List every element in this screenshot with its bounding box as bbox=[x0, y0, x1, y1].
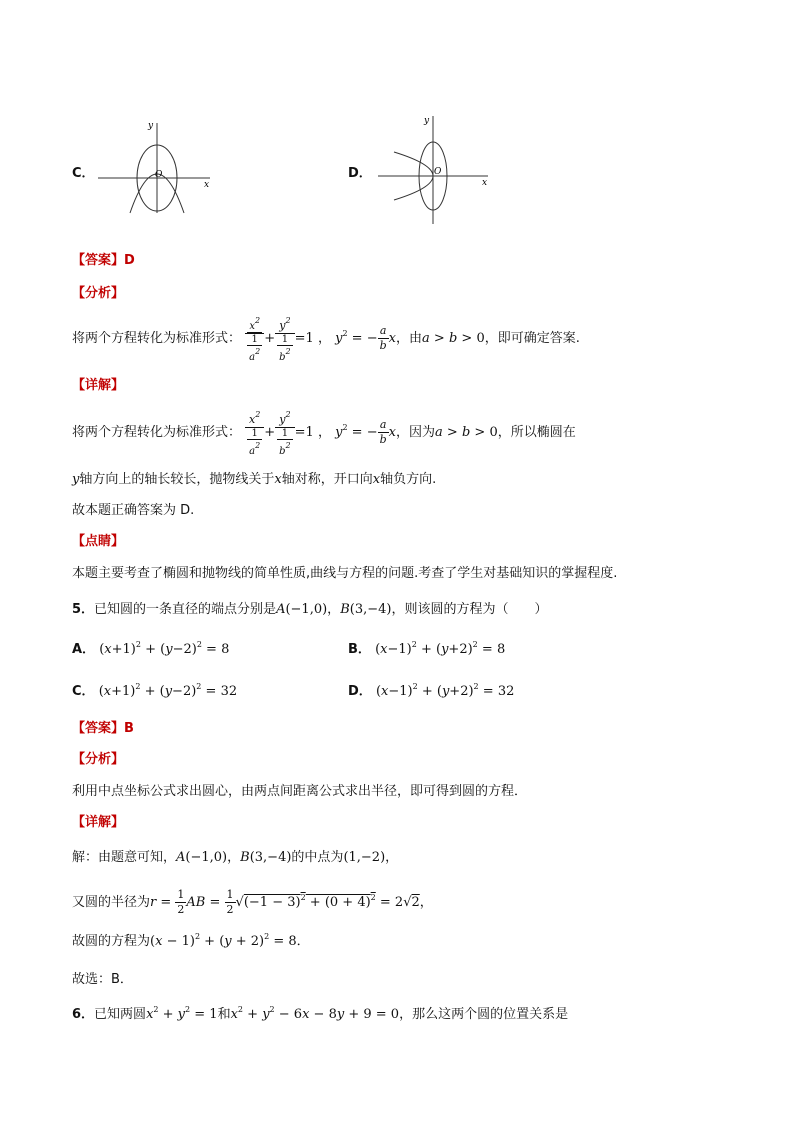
q4-detail-text-2: y轴方向上的轴长较长，抛物线关于x轴对称，开口向x轴负方向. bbox=[72, 472, 437, 487]
figure-c-y-label: y bbox=[148, 121, 154, 131]
q4-detail-text-1: 将两个方程转化为标准形式： $\frac{x^2}{\frac{1}{a^2}}$ + $\frac{y^2}{\frac{1}{b^2}}$ =1 ， $y^2$ = − $\frac{a}{b}$ x，因为a > b > 0，所以椭圆在 bbox=[72, 410, 576, 457]
q5-option-a: A． $(x+1)^2 + (y-2)^2 = 8$ bbox=[72, 640, 230, 657]
q5-option-d: D． $(x-1)^2 + (y+2)^2 = 32$ bbox=[348, 682, 515, 699]
q4-analysis-text: 将两个方程转化为标准形式： $\frac{x^2}{\frac{1}{a^2}}$ + $\frac{y^2}{\frac{1}{b^2}}$ =1 ， $y^2$ = − $\frac{a}{b}$ x，由a > b > 0，即可确定答案. bbox=[72, 315, 580, 363]
figure-d bbox=[372, 110, 494, 228]
q5-option-b: B． $(x-1)^2 + (y+2)^2 = 8$ bbox=[348, 640, 506, 657]
q4-conclusion: 故本题正确答案为 D. bbox=[72, 503, 195, 518]
q4-analysis-tag: 【分析】 bbox=[72, 286, 125, 301]
q5-answer: 【答案】B bbox=[72, 721, 134, 736]
figure-d-y-label: y bbox=[424, 116, 430, 126]
q6-stem: 6．已知两圆$x^2 + y^2 = 1$和$x^2 + y^2 - 6x - 8y + 9 = 0$，那么这两个圆的位置关系是 bbox=[72, 1005, 569, 1022]
q5-stem: 5．已知圆的一条直径的端点分别是A(−1,0)，B(3,−4)，则该圆的方程为（ ） bbox=[72, 602, 548, 617]
q4-comment-tag: 【点睛】 bbox=[72, 534, 125, 549]
q5-choose: 故选：B． bbox=[72, 972, 133, 987]
figure-c-x-label: x bbox=[204, 180, 210, 190]
q5-detail-1: 解：由题意可知，A(−1,0)，B(3,−4)的中点为(1,−2)， bbox=[72, 850, 399, 865]
q4-answer: 【答案】D bbox=[72, 253, 135, 268]
q5-option-c: C． $(x+1)^2 + (y-2)^2 = 32$ bbox=[72, 682, 238, 699]
figure-d-origin: O bbox=[434, 167, 442, 177]
q5-analysis-tag: 【分析】 bbox=[72, 752, 125, 767]
figure-d-x-label: x bbox=[482, 178, 488, 188]
q5-detail-3: 故圆的方程为$(x - 1)^2 + (y + 2)^2 = 8$． bbox=[72, 932, 310, 949]
option-c-label: C． bbox=[72, 166, 95, 181]
q5-analysis: 利用中点坐标公式求出圆心，由两点间距离公式求出半径，即可得到圆的方程． bbox=[72, 784, 528, 799]
figure-c bbox=[96, 115, 216, 215]
q4-detail-tag: 【详解】 bbox=[72, 378, 125, 393]
q5-detail-tag: 【详解】 bbox=[72, 815, 125, 830]
figure-c-origin: O bbox=[155, 170, 163, 180]
option-d-label: D． bbox=[348, 166, 372, 181]
q4-comment: 本题主要考查了椭圆和抛物线的简单性质,曲线与方程的问题.考查了学生对基础知识的掌握程度. bbox=[72, 566, 618, 581]
q5-detail-2: 又圆的半径为r = $\frac{1}{2}$ AB = $\frac{1}{2}$ $√(-1 - 3)^2 + (0 + 4)^2 = 2√2$， bbox=[72, 888, 433, 916]
